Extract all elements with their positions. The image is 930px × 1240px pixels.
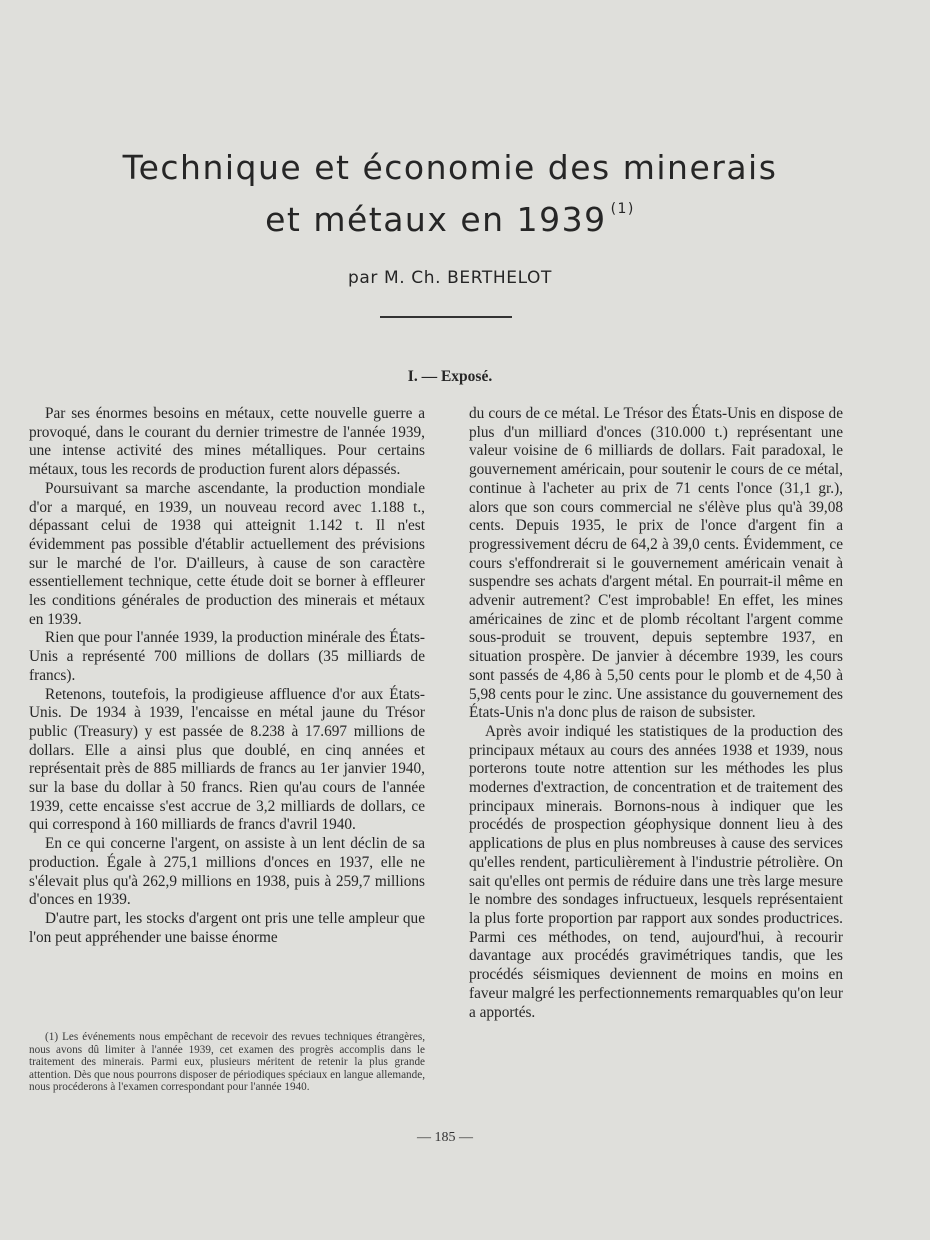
title-divider — [380, 316, 512, 318]
paragraph: du cours de ce métal. Le Trésor des États-Unis en dispose de plus d'un milliard d'onces (310.000 t.) représentant une valeur voisine de 6 milliards de dollars. Fait paradoxal, le gouvernement américain, pour soutenir le cours de ce métal, continue à l'acheter au prix de 71 cents l'once (31,1 gr.), alors que son cours commercial ne s'élève plus qu'à 39,08 cents. Depuis 1935, le prix de l'once d'argent fin a progressivement décru de 64,2 à 39,0 cents. Évidemment, ce cours s'effondrerait si le gouvernement américain venait à suspendre ses achats d'argent métal. En pourrait-il même en advenir autrement? C'est improbable! En effet, les mines américaines de zinc et de plomb récoltant l'argent comme sous-produit se trouvent, depuis septembre 1937, en situation prospère. De janvier à décembre 1939, les cours sont passés de 4,86 à 5,50 cents pour le plomb et de 4,50 à 5,98 cents pour le zinc. Une assistance du gouvernement des États-Unis n'a donc plus de raison de subsister. — [469, 405, 843, 722]
section-heading: I. — Exposé. — [407, 368, 493, 385]
right-column — [469, 405, 843, 1022]
paragraph: Rien que pour l'année 1939, la production minérale des États-Unis a représenté 700 millions de dollars (35 milliards de francs). — [29, 629, 425, 684]
paragraph: D'autre part, les stocks d'argent ont pris une telle ampleur que l'on peut appréhender une baisse énorme — [29, 909, 425, 946]
author-line: par M. Ch. BERTHELOT — [347, 268, 553, 288]
paragraph: Retenons, toutefois, la prodigieuse affluence d'or aux États-Unis. De 1934 à 1939, l'encaisse en métal jaune du Trésor public (Treasury) y est passée de 8.238 à 17.697 millions de dollars. Elle a ainsi plus que doublé, en cinq années et représentait près de 885 milliards de francs au 1er janvier 1940, sur la base du dollar à 50 francs. Rien qu'au cours de l'année 1939, cette encaisse s'est accrue de 3,2 milliards de dollars, ce qui correspond à 160 milliards de francs d'avril 1940. — [29, 685, 425, 834]
footnote — [29, 1031, 425, 1094]
article-title-line2 — [0, 200, 900, 239]
paragraph: Poursuivant sa marche ascendante, la production mondiale d'or a marqué, en 1939, un nouveau record avec 1.188 t., dépassant celui de 1938 qui atteignit 1.142 t. Il n'est évidemment pas possible d'établir actuellement des prévisions sur le marché de l'or. D'ailleurs, à cause de son caractère essentiellement technique, cette étude doit se borner à effleurer les conditions générales de production des minerais et métaux en 1939. — [29, 479, 425, 628]
footnote-text: (1) Les événements nous empêchant de recevoir des revues techniques étrangères, nous avons dû limiter à l'année 1939, cet examen des progrès accomplis dans le traitement des minerais. Parmi eux, plusieurs méritent de retenir la plus grande attention. Dès que nous pourrons disposer de périodiques spéciaux en langue allemande, nous procéderons à l'examen correspondant pour l'année 1940. — [29, 1031, 425, 1094]
paragraph: Par ses énormes besoins en métaux, cette nouvelle guerre a provoqué, dans le courant du dernier trimestre de l'année 1939, une intense activité des mines métalliques. Pour certains métaux, tous les records de production furent alors dépassés. — [29, 405, 425, 479]
page-number: — 185 — — [417, 1130, 473, 1145]
title-footnote-marker[interactable]: (1) — [610, 201, 635, 217]
left-column — [29, 405, 425, 947]
paragraph: Après avoir indiqué les statistiques de la production des principaux métaux au cours des années 1938 et 1939, nous porterons toute notre attention sur les méthodes les plus modernes d'extraction, de concentration et de traitement des principaux minerais. Bornons-nous à indiquer que les procédés de prospection géophysique donnent lieu à des applications de plus en plus nombreuses à cause des services qu'elles rendent, particulièrement à l'industrie pétrolière. On sait qu'elles ont permis de réduire dans une très large mesure le nombre des sondages infructueux, lesquels représentaient la plus forte proportion par rapport aux sondes productrices. Parmi ces méthodes, on tend, aujourd'hui, à recourir davantage aux procédés gravimétriques tandis, que les procédés séismiques deviennent de moins en moins en faveur malgré les perfectionnements remarquables qu'on leur a apportés. — [469, 722, 843, 1021]
article-title-line1: Technique et économie des minerais — [122, 148, 778, 187]
paragraph: En ce qui concerne l'argent, on assiste à un lent déclin de sa production. Égale à 275,1 millions d'onces en 1937, elle ne s'élevait plus qu'à 262,9 millions en 1938, puis à 259,7 millions d'onces en 1939. — [29, 835, 425, 909]
article-title-line2-text: et métaux en 1939 — [265, 200, 607, 239]
